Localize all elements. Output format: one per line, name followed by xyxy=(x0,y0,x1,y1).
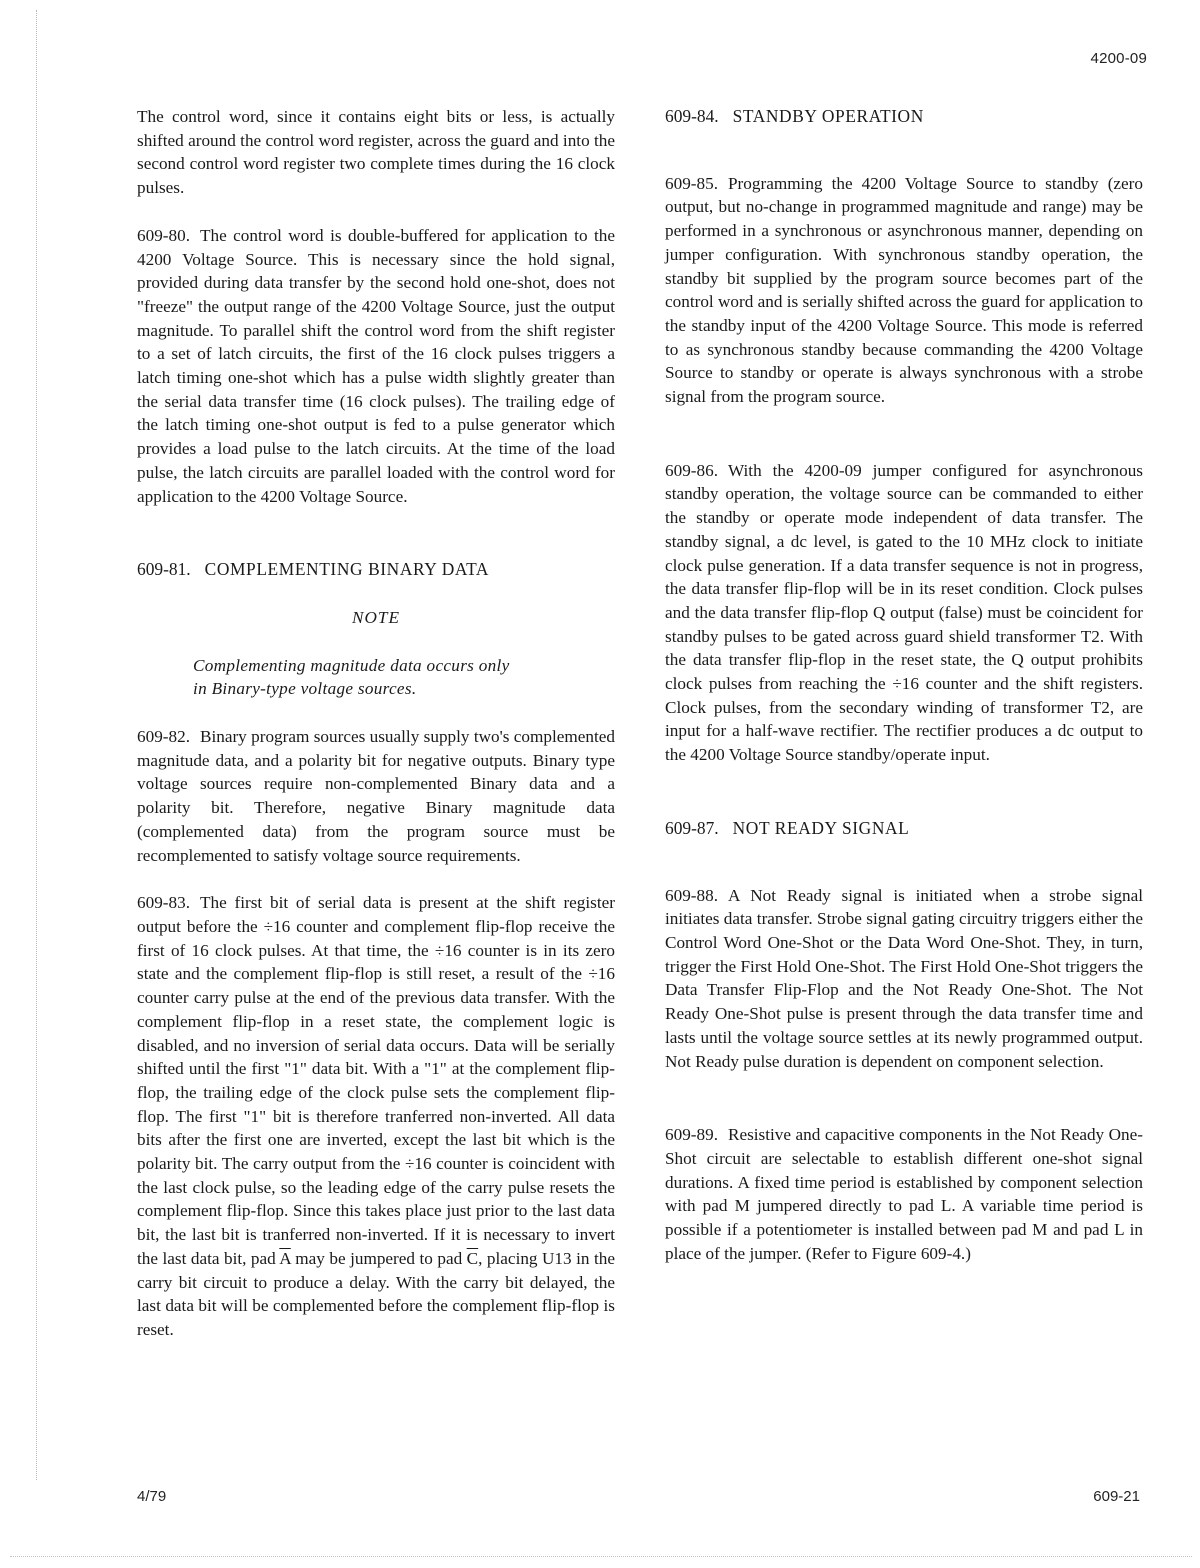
paragraph-number: 609-80. xyxy=(137,225,190,245)
note-body xyxy=(137,654,615,701)
footer-date: 4/79 xyxy=(137,1488,167,1505)
paragraph-number: 609-83. xyxy=(137,893,190,913)
section-heading-609-81 xyxy=(137,558,615,582)
paragraph-609-85 xyxy=(665,172,1143,409)
paragraph-609-82 xyxy=(137,725,615,867)
paragraph-text: With the 4200-09 jumper configured for asynchronous standby operation, the voltage source can be commanded to either the standby or operate mode independent of data transfer. The standby signal, a dc level, is gated to the 10 MHz clock to initiate clock pulse generation. If a data transfer sequence is not in progress, the data transfer flip-flop will be in its reset condition. Clock pulses and the data transfer flip-flop Q output (false) must be coincident for standby pulses to be gated across guard shield transformer T2. With the data transfer flip-flop in the reset state, the Q output prohibits clock pulses from reaching the ÷16 counter and the shift registers. Clock pulses, from the secondary winding of transformer T2, are input for a half-wave rectifier. The rectifier produces a dc output to the 4200 Voltage Source standby/operate input. xyxy=(665,460,1143,765)
left-column xyxy=(137,105,615,1342)
footer-page-number: 609-21 xyxy=(1093,1488,1140,1505)
paragraph-number: 609-82. xyxy=(137,727,190,747)
note-line-1: Complementing magnitude data occurs only xyxy=(193,655,510,675)
paragraph-text: Binary program sources usually supply two's complemented magnitude data, and a polarity bit for negative outputs. Binary type voltage sources require non-complemented Binary data and a polarity bit. Therefore, negative Binary magnitude data (complemented data) from the program source must be recomplemented to satisfy voltage source requirements. xyxy=(137,727,615,865)
section-title: STANDBY OPERATION xyxy=(732,106,924,126)
paragraph-609-83 xyxy=(137,891,615,1341)
section-title: COMPLEMENTING BINARY DATA xyxy=(204,559,490,580)
scan-edge-left xyxy=(36,10,38,1480)
section-title: NOT READY SIGNAL xyxy=(732,817,910,838)
paragraph-text: Programming the 4200 Voltage Source to standby (zero output, but no-change in programmed magnitude and range) may be performed in a synchronous or asynchronous manner, depending on jumper configuration. With synchronous standby operation, the standby bit supplied by the program source becomes part of the control word and is serially shifted across the guard for application to the standby input of the 4200 Voltage Source. This mode is referred to as synchronous standby because commanding the 4200 Voltage Source to standby or operate is always synchronous with a strobe signal from the program source. xyxy=(665,173,1143,407)
paragraph-number: 609-85. xyxy=(665,173,718,193)
document-id-header: 4200-09 xyxy=(1090,50,1147,67)
note-title: NOTE xyxy=(352,607,400,627)
paragraph-text-a: The first bit of serial data is present at the shift register output before the ÷16 counter and complement flip-flop receive the first of 16 clock pulses. At that time, the ÷16 counter is in its zero state and the complement flip-flop is still reset, a result of the ÷16 counter carry pulse at the end of the previous data transfer. With the complement flip-flop in a reset state, the complement logic is disabled, and no inversion of serial data occurs. Data will be serially shifted until the first "1" data bit. With a "1" at the complement flip-flop, the trailing edge of the clock pulse sets the complement flip-flop. The first "1" bit is therefore tranferred non-inverted. All data bits after the first one are inverted, except the last bit which is the polarity bit. The carry output from the ÷16 counter is coincident with the last clock pulse, so the leading edge of the carry pulse resets the complement flip-flop. Since this takes place just prior to the last data bit, the last bit is tranferred non-inverted. If it is necessary to invert the last data bit, pad xyxy=(137,893,615,1268)
scan-edge-bottom xyxy=(10,1556,1192,1558)
paragraph-intro: The control word, since it contains eight bits or less, is actually shifted around the control word register, across the guard and into the second control word register two complete times during the 16 clock pulses. xyxy=(137,107,615,198)
pad-c-label: $\overline{C}$ xyxy=(466,1248,479,1268)
note-line-2: in Binary-type voltage sources. xyxy=(193,679,417,699)
paragraph-text-b: may be jumpered to pad xyxy=(290,1248,467,1268)
paragraph-text-c: , placing U13 in the carry bit circuit to produce a delay. With the carry bit delayed, the last data bit will be complemented before the complement flip-flop is reset. xyxy=(137,1248,615,1339)
section-heading-609-87 xyxy=(665,817,1143,841)
paragraph-609-86 xyxy=(665,459,1143,767)
paragraph-number: 609-86. xyxy=(665,460,718,480)
right-column xyxy=(665,105,1143,1265)
paragraph-609-88 xyxy=(665,884,1143,1074)
paragraph-text: The control word is double-buffered for application to the 4200 Voltage Source. This is necessary since the hold signal, provided during data transfer by the second hold one-shot, does not "freeze" the output range of the 4200 Voltage Source, just the output magnitude. To parallel shift the control word from the shift register to a set of latch circuits, the first of the 16 clock pulses triggers a latch timing one-shot which has a pulse width slightly greater than the serial data transfer time (16 clock pulses). The trailing edge of the latch timing one-shot output is fed to a pulse generator which provides a load pulse to the latch circuits. At the time of the load pulse, the latch circuits are parallel loaded with the control word for application to the 4200 Voltage Source. xyxy=(137,225,615,506)
paragraph-text: Resistive and capacitive components in the Not Ready One-Shot circuit are selectable to establish different one-shot signal durations. A fixed time period is established by component selection with pad M jumpered directly to pad L. A variable time period is possible if a potentiometer is installed between pad M and pad L in place of the jumper. (Refer to Figure 609-4.) xyxy=(665,1125,1143,1263)
section-number: 609-84. xyxy=(665,106,719,126)
section-number: 609-81. xyxy=(137,559,191,580)
paragraph-609-80 xyxy=(137,224,615,508)
paragraph-text: A Not Ready signal is initiated when a strobe signal initiates data transfer. Strobe signal gating circuitry triggers either the Control Word One-Shot or the Data Word One-Shot. They, in turn, trigger the First Hold One-Shot. The First Hold One-Shot triggers the Data Transfer Flip-Flop and the Not Ready One-Shot. The Not Ready One-Shot pulse is present through the data transfer time and lasts until the voltage source settles at its newly programmed output. Not Ready pulse duration is dependent on component selection. xyxy=(665,885,1143,1071)
paragraph-number: 609-89. xyxy=(665,1125,718,1145)
section-heading-609-84 xyxy=(665,105,1143,129)
paragraph-number: 609-88. xyxy=(665,885,718,905)
paragraph-609-89 xyxy=(665,1123,1143,1265)
section-number: 609-87. xyxy=(665,817,719,838)
pad-a-label: $\overline{A}$ xyxy=(279,1248,291,1268)
